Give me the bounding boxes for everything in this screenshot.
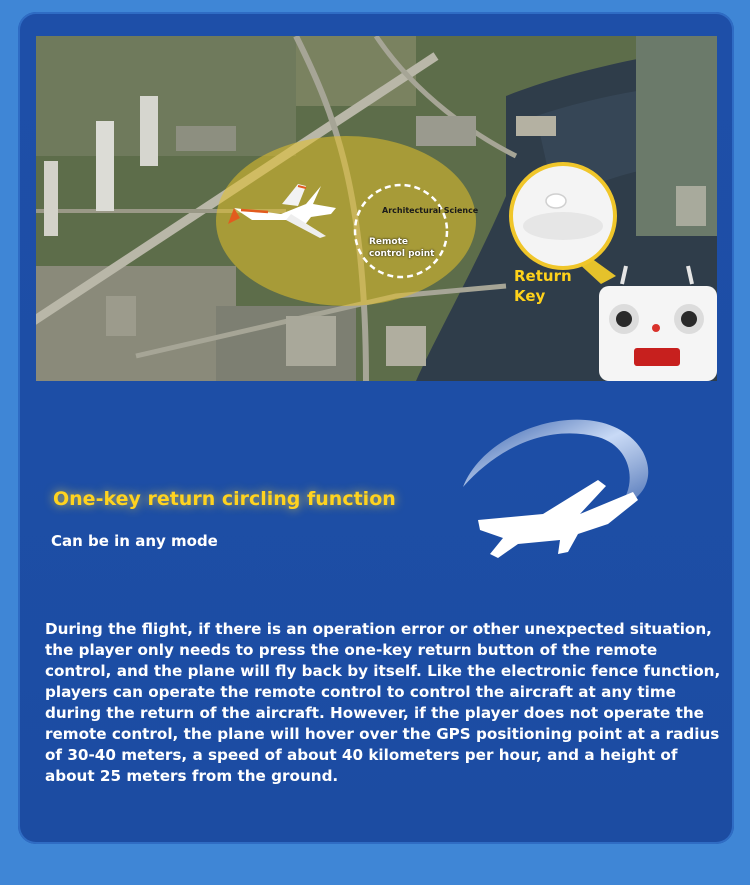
feature-subtitle: Can be in any mode: [51, 532, 218, 550]
remote-control-point-label: Remote control point: [369, 237, 435, 259]
description-text: During the flight, if there is an operation error or other unexpected situation, the player only needs to press the one-key return button of the remote control, and the plane will fly back by itself. Like the electronic fence function, players can operate the remote control to control the aircraft at any time during the return of the aircraft. However, if the player does not operate the remote control, the plane will hover over the GPS positioning point at a radius of 30-40 meters, a speed of about 40 kilometers per hour, and a height of about 25 meters from the ground.: [45, 620, 721, 785]
satellite-map: [36, 36, 717, 381]
architectural-label: Architectural Science: [382, 206, 479, 215]
map-graphic: [36, 36, 717, 381]
return-key-zoom-icon: [511, 164, 615, 268]
return-key-label: Return Key: [514, 267, 572, 305]
return-circle-plane-icon: [458, 402, 658, 572]
feature-card: [18, 12, 734, 844]
feature-title: One-key return circling function: [53, 488, 396, 510]
